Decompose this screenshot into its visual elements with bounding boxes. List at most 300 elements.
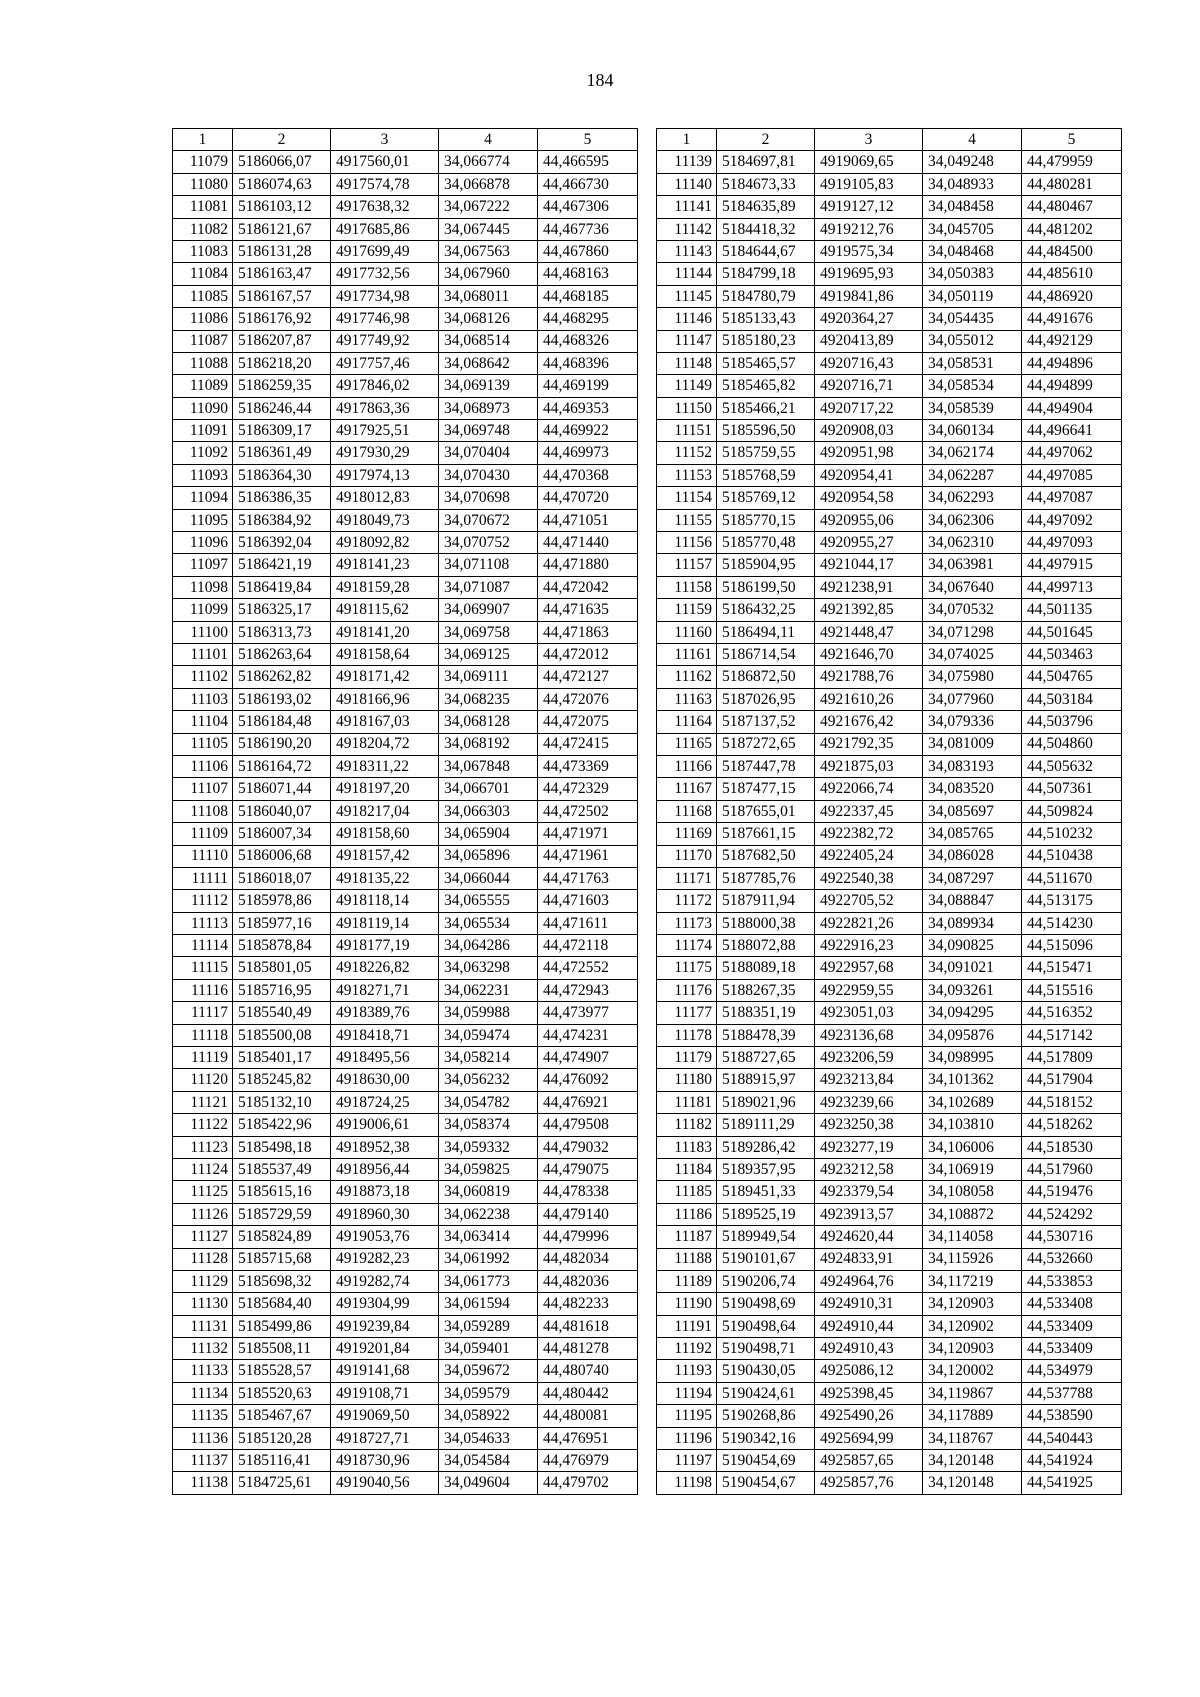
latitude-cell: 44,482034 [538, 1248, 638, 1270]
x-coordinate-cell: 5190498,71 [717, 1338, 815, 1360]
x-coordinate-cell: 5184673,33 [717, 173, 815, 195]
table-row [173, 890, 638, 912]
longitude-cell: 34,062306 [923, 509, 1022, 531]
latitude-cell: 44,541924 [1022, 1450, 1122, 1472]
longitude-cell: 34,066878 [439, 173, 538, 195]
x-coordinate-cell: 5185465,57 [717, 352, 815, 374]
point-number-cell: 11141 [657, 196, 717, 218]
point-number-cell: 11161 [657, 643, 717, 665]
longitude-cell: 34,050119 [923, 285, 1022, 307]
x-coordinate-cell: 5190498,64 [717, 1315, 815, 1337]
y-coordinate-cell: 4918157,42 [331, 845, 439, 867]
x-coordinate-cell: 5190498,69 [717, 1293, 815, 1315]
latitude-cell: 44,517904 [1022, 1069, 1122, 1091]
longitude-cell: 34,070752 [439, 532, 538, 554]
y-coordinate-cell: 4921044,17 [815, 554, 923, 576]
latitude-cell: 44,480740 [538, 1360, 638, 1382]
y-coordinate-cell: 4923250,38 [815, 1114, 923, 1136]
x-coordinate-cell: 5188351,19 [717, 1002, 815, 1024]
latitude-cell: 44,482036 [538, 1270, 638, 1292]
header-cell: 1 [657, 129, 717, 151]
latitude-cell: 44,480281 [1022, 173, 1122, 195]
latitude-cell: 44,479032 [538, 1136, 638, 1158]
longitude-cell: 34,120148 [923, 1450, 1022, 1472]
latitude-cell: 44,517960 [1022, 1158, 1122, 1180]
y-coordinate-cell: 4923379,54 [815, 1181, 923, 1203]
y-coordinate-cell: 4918159,28 [331, 576, 439, 598]
table-row [657, 800, 1122, 822]
point-number-cell: 11187 [657, 1226, 717, 1248]
y-coordinate-cell: 4919282,74 [331, 1270, 439, 1292]
header-cell: 4 [439, 129, 538, 151]
point-number-cell: 11114 [173, 935, 233, 957]
longitude-cell: 34,088847 [923, 890, 1022, 912]
latitude-cell: 44,537788 [1022, 1382, 1122, 1404]
y-coordinate-cell: 4920413,89 [815, 330, 923, 352]
point-number-cell: 11182 [657, 1114, 717, 1136]
y-coordinate-cell: 4922066,74 [815, 778, 923, 800]
latitude-cell: 44,480081 [538, 1405, 638, 1427]
x-coordinate-cell: 5185500,08 [233, 1024, 331, 1046]
y-coordinate-cell: 4925694,99 [815, 1427, 923, 1449]
latitude-cell: 44,504765 [1022, 666, 1122, 688]
latitude-cell: 44,534979 [1022, 1360, 1122, 1382]
y-coordinate-cell: 4919127,12 [815, 196, 923, 218]
table-row [657, 755, 1122, 777]
point-number-cell: 11103 [173, 688, 233, 710]
table-row [173, 845, 638, 867]
point-number-cell: 11138 [173, 1472, 233, 1494]
latitude-cell: 44,518530 [1022, 1136, 1122, 1158]
latitude-cell: 44,479702 [538, 1472, 638, 1494]
longitude-cell: 34,070532 [923, 599, 1022, 621]
x-coordinate-cell: 5186131,28 [233, 240, 331, 262]
table-row [173, 240, 638, 262]
point-number-cell: 11137 [173, 1450, 233, 1472]
y-coordinate-cell: 4924833,91 [815, 1248, 923, 1270]
longitude-cell: 34,048933 [923, 173, 1022, 195]
latitude-cell: 44,476921 [538, 1091, 638, 1113]
point-number-cell: 11093 [173, 464, 233, 486]
longitude-cell: 34,059401 [439, 1338, 538, 1360]
point-number-cell: 11142 [657, 218, 717, 240]
table-row [657, 1338, 1122, 1360]
table-row [657, 845, 1122, 867]
table-row [173, 1114, 638, 1136]
x-coordinate-cell: 5186167,57 [233, 285, 331, 307]
point-number-cell: 11195 [657, 1405, 717, 1427]
x-coordinate-cell: 5190342,16 [717, 1427, 815, 1449]
latitude-cell: 44,479140 [538, 1203, 638, 1225]
point-number-cell: 11180 [657, 1069, 717, 1091]
point-number-cell: 11102 [173, 666, 233, 688]
x-coordinate-cell: 5185729,59 [233, 1203, 331, 1225]
latitude-cell: 44,479996 [538, 1226, 638, 1248]
x-coordinate-cell: 5186218,20 [233, 352, 331, 374]
table-row [173, 1181, 638, 1203]
x-coordinate-cell: 5189021,96 [717, 1091, 815, 1113]
x-coordinate-cell: 5185508,11 [233, 1338, 331, 1360]
longitude-cell: 34,102689 [923, 1091, 1022, 1113]
latitude-cell: 44,533409 [1022, 1338, 1122, 1360]
table-row [173, 823, 638, 845]
y-coordinate-cell: 4919282,23 [331, 1248, 439, 1270]
y-coordinate-cell: 4918226,82 [331, 957, 439, 979]
x-coordinate-cell: 5187447,78 [717, 755, 815, 777]
latitude-cell: 44,468295 [538, 308, 638, 330]
y-coordinate-cell: 4918141,23 [331, 554, 439, 576]
longitude-cell: 34,063298 [439, 957, 538, 979]
latitude-cell: 44,515516 [1022, 979, 1122, 1001]
table-row [173, 218, 638, 240]
point-number-cell: 11105 [173, 733, 233, 755]
table-row [657, 890, 1122, 912]
x-coordinate-cell: 5185133,43 [717, 308, 815, 330]
y-coordinate-cell: 4921875,03 [815, 755, 923, 777]
table-row [657, 1405, 1122, 1427]
longitude-cell: 34,055012 [923, 330, 1022, 352]
latitude-cell: 44,481278 [538, 1338, 638, 1360]
table-row [173, 1360, 638, 1382]
y-coordinate-cell: 4917925,51 [331, 420, 439, 442]
latitude-cell: 44,519476 [1022, 1181, 1122, 1203]
y-coordinate-cell: 4921646,70 [815, 643, 923, 665]
table-row [173, 1405, 638, 1427]
y-coordinate-cell: 4921788,76 [815, 666, 923, 688]
table-row [173, 330, 638, 352]
longitude-cell: 34,054435 [923, 308, 1022, 330]
longitude-cell: 34,079336 [923, 711, 1022, 733]
x-coordinate-cell: 5186184,48 [233, 711, 331, 733]
table-row [657, 1002, 1122, 1024]
x-coordinate-cell: 5188000,38 [717, 912, 815, 934]
x-coordinate-cell: 5187655,01 [717, 800, 815, 822]
point-number-cell: 11172 [657, 890, 717, 912]
latitude-cell: 44,472076 [538, 688, 638, 710]
table-row [657, 1203, 1122, 1225]
table-row [657, 532, 1122, 554]
x-coordinate-cell: 5189949,54 [717, 1226, 815, 1248]
x-coordinate-cell: 5187272,65 [717, 733, 815, 755]
longitude-cell: 34,065896 [439, 845, 538, 867]
point-number-cell: 11079 [173, 151, 233, 173]
y-coordinate-cell: 4918956,44 [331, 1158, 439, 1180]
longitude-cell: 34,059579 [439, 1382, 538, 1404]
latitude-cell: 44,472329 [538, 778, 638, 800]
latitude-cell: 44,476092 [538, 1069, 638, 1091]
table-row [173, 464, 638, 486]
point-number-cell: 11178 [657, 1024, 717, 1046]
point-number-cell: 11121 [173, 1091, 233, 1113]
x-coordinate-cell: 5185465,82 [717, 375, 815, 397]
table-row [657, 464, 1122, 486]
y-coordinate-cell: 4920954,41 [815, 464, 923, 486]
x-coordinate-cell: 5186176,92 [233, 308, 331, 330]
table-row [657, 151, 1122, 173]
x-coordinate-cell: 5186384,92 [233, 509, 331, 531]
table-row [657, 397, 1122, 419]
table-row [657, 352, 1122, 374]
y-coordinate-cell: 4919006,61 [331, 1114, 439, 1136]
table-row [173, 576, 638, 598]
table-row [173, 1158, 638, 1180]
x-coordinate-cell: 5184780,79 [717, 285, 815, 307]
x-coordinate-cell: 5186361,49 [233, 442, 331, 464]
x-coordinate-cell: 5186392,04 [233, 532, 331, 554]
y-coordinate-cell: 4923206,59 [815, 1047, 923, 1069]
x-coordinate-cell: 5186018,07 [233, 867, 331, 889]
x-coordinate-cell: 5186207,87 [233, 330, 331, 352]
y-coordinate-cell: 4918960,30 [331, 1203, 439, 1225]
x-coordinate-cell: 5184725,61 [233, 1472, 331, 1494]
latitude-cell: 44,486920 [1022, 285, 1122, 307]
latitude-cell: 44,471051 [538, 509, 638, 531]
point-number-cell: 11124 [173, 1158, 233, 1180]
point-number-cell: 11095 [173, 509, 233, 531]
x-coordinate-cell: 5186190,20 [233, 733, 331, 755]
y-coordinate-cell: 4925490,26 [815, 1405, 923, 1427]
x-coordinate-cell: 5185499,86 [233, 1315, 331, 1337]
y-coordinate-cell: 4921676,42 [815, 711, 923, 733]
y-coordinate-cell: 4920716,71 [815, 375, 923, 397]
table-row [657, 509, 1122, 531]
point-number-cell: 11157 [657, 554, 717, 576]
latitude-cell: 44,470368 [538, 464, 638, 486]
point-number-cell: 11151 [657, 420, 717, 442]
table-row [173, 554, 638, 576]
longitude-cell: 34,054633 [439, 1427, 538, 1449]
latitude-cell: 44,472415 [538, 733, 638, 755]
latitude-cell: 44,474231 [538, 1024, 638, 1046]
x-coordinate-cell: 5186071,44 [233, 778, 331, 800]
table-row [657, 1069, 1122, 1091]
x-coordinate-cell: 5186386,35 [233, 487, 331, 509]
longitude-cell: 34,058214 [439, 1047, 538, 1069]
longitude-cell: 34,059988 [439, 1002, 538, 1024]
latitude-cell: 44,481618 [538, 1315, 638, 1337]
longitude-cell: 34,054782 [439, 1091, 538, 1113]
longitude-cell: 34,087297 [923, 867, 1022, 889]
latitude-cell: 44,479075 [538, 1158, 638, 1180]
longitude-cell: 34,048468 [923, 240, 1022, 262]
longitude-cell: 34,069758 [439, 621, 538, 643]
latitude-cell: 44,472502 [538, 800, 638, 822]
y-coordinate-cell: 4925857,76 [815, 1472, 923, 1494]
longitude-cell: 34,061773 [439, 1270, 538, 1292]
latitude-cell: 44,472127 [538, 666, 638, 688]
point-number-cell: 11109 [173, 823, 233, 845]
point-number-cell: 11185 [657, 1181, 717, 1203]
point-number-cell: 11154 [657, 487, 717, 509]
table-row [657, 935, 1122, 957]
point-number-cell: 11130 [173, 1293, 233, 1315]
latitude-cell: 44,497915 [1022, 554, 1122, 576]
table-row [173, 867, 638, 889]
x-coordinate-cell: 5186309,17 [233, 420, 331, 442]
table-row [173, 733, 638, 755]
point-number-cell: 11111 [173, 867, 233, 889]
table-header-row [173, 129, 638, 151]
y-coordinate-cell: 4921392,85 [815, 599, 923, 621]
x-coordinate-cell: 5190101,67 [717, 1248, 815, 1270]
x-coordinate-cell: 5186325,17 [233, 599, 331, 621]
longitude-cell: 34,058531 [923, 352, 1022, 374]
latitude-cell: 44,471611 [538, 912, 638, 934]
point-number-cell: 11081 [173, 196, 233, 218]
point-number-cell: 11193 [657, 1360, 717, 1382]
longitude-cell: 34,068514 [439, 330, 538, 352]
x-coordinate-cell: 5185716,95 [233, 979, 331, 1001]
latitude-cell: 44,492129 [1022, 330, 1122, 352]
longitude-cell: 34,059474 [439, 1024, 538, 1046]
longitude-cell: 34,098995 [923, 1047, 1022, 1069]
latitude-cell: 44,471971 [538, 823, 638, 845]
table-row [657, 487, 1122, 509]
page-number: 184 [586, 70, 614, 90]
longitude-cell: 34,059672 [439, 1360, 538, 1382]
point-number-cell: 11089 [173, 375, 233, 397]
longitude-cell: 34,049604 [439, 1472, 538, 1494]
latitude-cell: 44,482233 [538, 1293, 638, 1315]
y-coordinate-cell: 4918495,56 [331, 1047, 439, 1069]
latitude-cell: 44,472042 [538, 576, 638, 598]
longitude-cell: 34,066044 [439, 867, 538, 889]
y-coordinate-cell: 4918177,19 [331, 935, 439, 957]
point-number-cell: 11094 [173, 487, 233, 509]
y-coordinate-cell: 4920951,98 [815, 442, 923, 464]
y-coordinate-cell: 4918119,14 [331, 912, 439, 934]
table-row [173, 420, 638, 442]
y-coordinate-cell: 4920716,43 [815, 352, 923, 374]
y-coordinate-cell: 4922382,72 [815, 823, 923, 845]
table-row [173, 1091, 638, 1113]
x-coordinate-cell: 5185132,10 [233, 1091, 331, 1113]
x-coordinate-cell: 5187661,15 [717, 823, 815, 845]
point-number-cell: 11149 [657, 375, 717, 397]
latitude-cell: 44,470720 [538, 487, 638, 509]
latitude-cell: 44,494904 [1022, 397, 1122, 419]
point-number-cell: 11171 [657, 867, 717, 889]
y-coordinate-cell: 4919212,76 [815, 218, 923, 240]
latitude-cell: 44,497092 [1022, 509, 1122, 531]
x-coordinate-cell: 5185596,50 [717, 420, 815, 442]
y-coordinate-cell: 4919108,71 [331, 1382, 439, 1404]
point-number-cell: 11176 [657, 979, 717, 1001]
table-row [657, 1091, 1122, 1113]
latitude-cell: 44,469973 [538, 442, 638, 464]
longitude-cell: 34,062174 [923, 442, 1022, 464]
y-coordinate-cell: 4923051,03 [815, 1002, 923, 1024]
table-row [657, 330, 1122, 352]
table-row [657, 733, 1122, 755]
latitude-cell: 44,530716 [1022, 1226, 1122, 1248]
table-row [657, 1226, 1122, 1248]
y-coordinate-cell: 4918167,03 [331, 711, 439, 733]
x-coordinate-cell: 5185698,32 [233, 1270, 331, 1292]
point-number-cell: 11139 [657, 151, 717, 173]
x-coordinate-cell: 5186246,44 [233, 397, 331, 419]
point-number-cell: 11122 [173, 1114, 233, 1136]
point-number-cell: 11083 [173, 240, 233, 262]
point-number-cell: 11120 [173, 1069, 233, 1091]
y-coordinate-cell: 4917685,86 [331, 218, 439, 240]
x-coordinate-cell: 5184697,81 [717, 151, 815, 173]
y-coordinate-cell: 4921448,47 [815, 621, 923, 643]
latitude-cell: 44,518262 [1022, 1114, 1122, 1136]
y-coordinate-cell: 4922405,24 [815, 845, 923, 867]
table-row [173, 397, 638, 419]
table-row [173, 532, 638, 554]
longitude-cell: 34,106919 [923, 1158, 1022, 1180]
point-number-cell: 11146 [657, 308, 717, 330]
table-row [173, 800, 638, 822]
point-number-cell: 11153 [657, 464, 717, 486]
point-number-cell: 11092 [173, 442, 233, 464]
latitude-cell: 44,497093 [1022, 532, 1122, 554]
longitude-cell: 34,120148 [923, 1472, 1022, 1494]
y-coordinate-cell: 4918118,14 [331, 890, 439, 912]
table-row [657, 643, 1122, 665]
table-row [173, 173, 638, 195]
x-coordinate-cell: 5184644,67 [717, 240, 815, 262]
latitude-cell: 44,466595 [538, 151, 638, 173]
y-coordinate-cell: 4918141,20 [331, 621, 439, 643]
point-number-cell: 11115 [173, 957, 233, 979]
longitude-cell: 34,070672 [439, 509, 538, 531]
table-row [657, 1450, 1122, 1472]
table-row [173, 1427, 638, 1449]
longitude-cell: 34,077960 [923, 688, 1022, 710]
y-coordinate-cell: 4921610,26 [815, 688, 923, 710]
latitude-cell: 44,472118 [538, 935, 638, 957]
point-number-cell: 11099 [173, 599, 233, 621]
latitude-cell: 44,485610 [1022, 263, 1122, 285]
y-coordinate-cell: 4921238,91 [815, 576, 923, 598]
x-coordinate-cell: 5189286,42 [717, 1136, 815, 1158]
y-coordinate-cell: 4918311,22 [331, 755, 439, 777]
latitude-cell: 44,491676 [1022, 308, 1122, 330]
latitude-cell: 44,533409 [1022, 1315, 1122, 1337]
point-number-cell: 11194 [657, 1382, 717, 1404]
x-coordinate-cell: 5185540,49 [233, 1002, 331, 1024]
latitude-cell: 44,494899 [1022, 375, 1122, 397]
x-coordinate-cell: 5185245,82 [233, 1069, 331, 1091]
y-coordinate-cell: 4921792,35 [815, 733, 923, 755]
longitude-cell: 34,089934 [923, 912, 1022, 934]
y-coordinate-cell: 4918389,76 [331, 1002, 439, 1024]
point-number-cell: 11159 [657, 599, 717, 621]
y-coordinate-cell: 4918873,18 [331, 1181, 439, 1203]
y-coordinate-cell: 4922540,38 [815, 867, 923, 889]
point-number-cell: 11123 [173, 1136, 233, 1158]
x-coordinate-cell: 5188267,35 [717, 979, 815, 1001]
y-coordinate-cell: 4925857,65 [815, 1450, 923, 1472]
table-row [173, 1293, 638, 1315]
y-coordinate-cell: 4917846,02 [331, 375, 439, 397]
x-coordinate-cell: 5185824,89 [233, 1226, 331, 1248]
x-coordinate-cell: 5190454,69 [717, 1450, 815, 1472]
y-coordinate-cell: 4918012,83 [331, 487, 439, 509]
latitude-cell: 44,469199 [538, 375, 638, 397]
latitude-cell: 44,474907 [538, 1047, 638, 1069]
longitude-cell: 34,068011 [439, 285, 538, 307]
y-coordinate-cell: 4917930,29 [331, 442, 439, 464]
y-coordinate-cell: 4918204,72 [331, 733, 439, 755]
y-coordinate-cell: 4918049,73 [331, 509, 439, 531]
y-coordinate-cell: 4923277,19 [815, 1136, 923, 1158]
latitude-cell: 44,468326 [538, 330, 638, 352]
x-coordinate-cell: 5185615,16 [233, 1181, 331, 1203]
